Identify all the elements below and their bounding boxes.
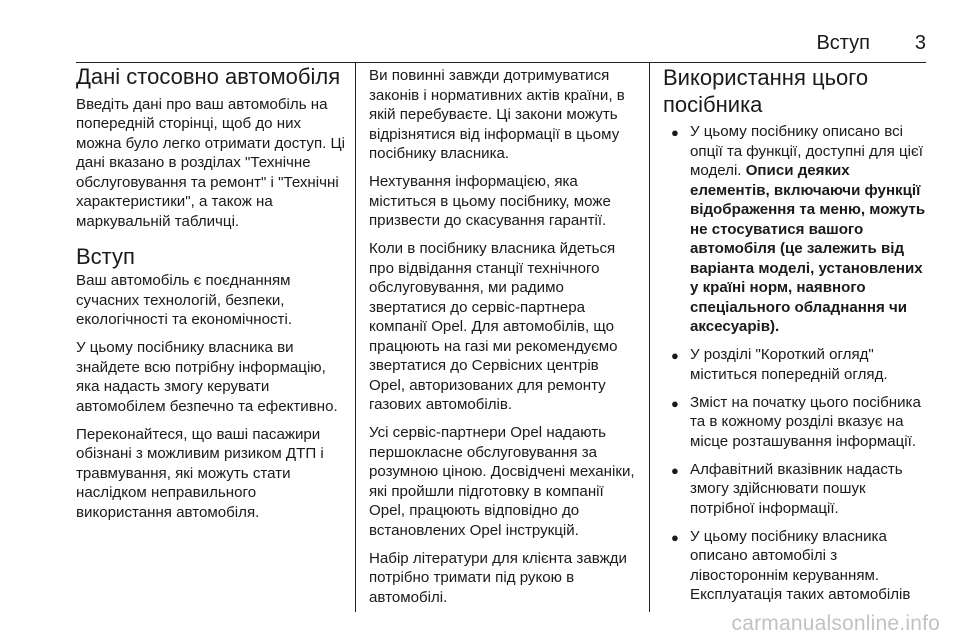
bullet-icon: ● (671, 125, 679, 140)
list-item (663, 460, 929, 519)
list-item-text: Алфавітний вказівник надасть змогу здійснювати пошук потрібної інформації. (690, 460, 903, 517)
bullet-list (663, 122, 929, 605)
column-3 (663, 64, 929, 613)
list-item (663, 122, 929, 337)
list-item-bold-text: Описи деяких елементів, включаючи функції відображення та меню, можуть не стосуватися вашого автомобіля (це залежить від варіанта моделі, установлених у країні норм, наявного спеціального обладнання чи аксесуарів). (690, 162, 926, 335)
paragraph: Усі сервіс-партнери Opel надають першокласне обслуговування за розумною ціною. Досвідчені механіки, які пройшли підготовку в компанії Opel, працюють відповідно до встановлених Opel інструкцій. (369, 424, 635, 539)
column-divider-left (355, 62, 356, 612)
list-item-text: У цьому посібнику описано всі опції та функції, доступні для цієї моделі. (690, 123, 923, 179)
bullet-icon: ● (671, 395, 679, 411)
bullet-icon: ● (671, 348, 679, 363)
paragraph: Ви повинні завжди дотримуватися законів і нормативних актів країни, в якій перебуваєте. Ці закони можуть відрізнятися від інформації в цьому посібнику власника. (369, 67, 625, 162)
bullet-icon: ● (671, 462, 679, 478)
list-item (663, 527, 929, 605)
watermark-text: carmanualsonline.info (731, 612, 940, 635)
page-number: 3 (914, 32, 926, 54)
page-header (76, 26, 926, 60)
paragraph: Введіть дані про ваш автомобіль на попередній сторінці, щоб до них можна було легко отримати доступ. Ці дані вказано в розділах "Технічне обслуговування та ремонт" і "Технічні характеристики", а також на маркувальній табличці. (76, 95, 346, 230)
heading-using-manual: Використання цього посібника (663, 65, 869, 117)
list-item-text: У цьому посібнику власника описано автомобілі з лівостороннім керуванням. Експлуатація таких автомобілів (690, 527, 911, 603)
list-item (663, 393, 929, 452)
paragraph: Нехтування інформацією, яка міститься в цьому посібнику, може призвести до скасування гарантії. (369, 173, 611, 229)
paragraph: У цьому посібнику власника ви знайдете всю потрібну інформацію, яка надасть змогу керувати автомобілем безпечно та ефективно. (76, 339, 338, 415)
paragraph: Ваш автомобіль є поєднанням сучасних технологій, безпеки, екологічності та економічності. (76, 272, 293, 328)
paragraph: Набір літератури для клієнта завжди потрібно тримати під рукою в автомобілі. (369, 549, 627, 606)
list-item-text: Зміст на початку цього посібника та в кожному розділі вказує на місце розташування інформації. (690, 393, 921, 450)
heading-vehicle-data: Дані стосовно автомобіля (76, 63, 341, 89)
list-item-text: У розділі "Короткий огляд" міститься попередній огляд. (690, 346, 888, 383)
column-1 (76, 64, 348, 531)
section-title: Вступ (816, 32, 870, 54)
column-2 (369, 66, 637, 616)
paragraph: Переконайтеся, що ваші пасажири обізнані з можливим ризиком ДТП і травмування, які можуть стати наслідком неправильного використання автомобіля. (76, 425, 324, 521)
heading-introduction: Вступ (76, 244, 135, 269)
list-item (663, 345, 929, 384)
column-divider-right (649, 62, 650, 612)
paragraph: Коли в посібнику власника йдеться про відвідання станції технічного обслуговування, ми радимо звертатися до сервіс-партнера компанії Opel. Для автомобілів, що працюють на газі ми рекомендуємо звертатися до Сервісних центрів Opel, авторизованих для ремонту газових автомобілів. (369, 240, 618, 413)
bullet-icon: ● (671, 529, 679, 545)
